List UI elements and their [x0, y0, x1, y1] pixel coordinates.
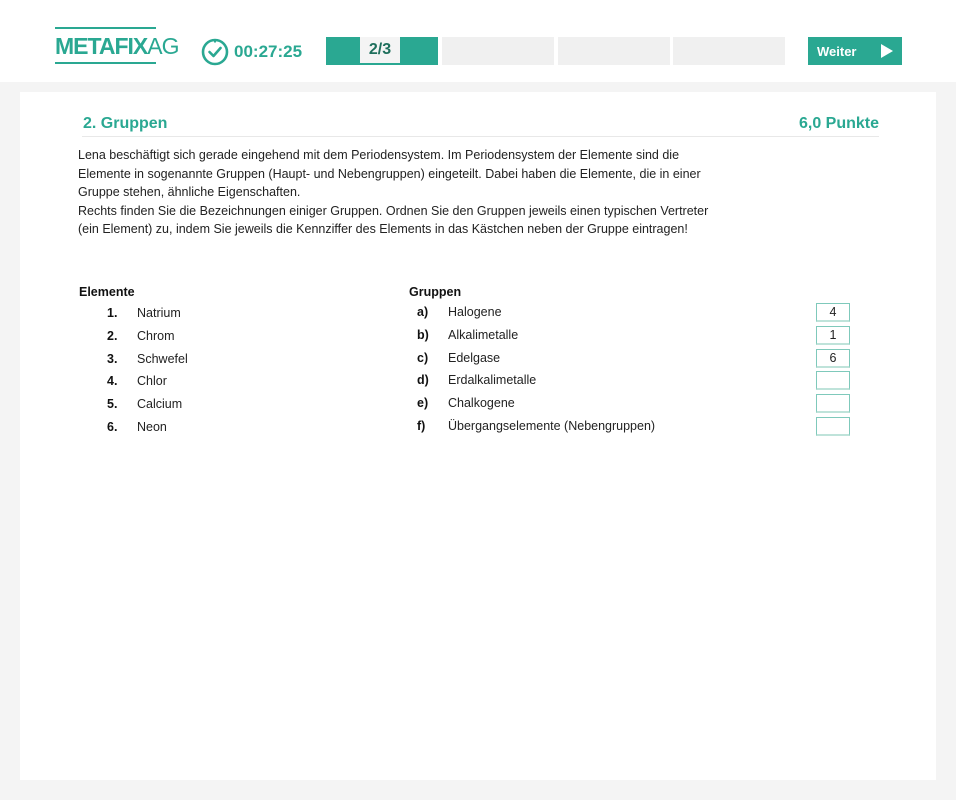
element-item [79, 302, 379, 325]
element-name: Calcium [137, 397, 183, 412]
play-icon [880, 43, 894, 59]
group-name: Übergangselemente (Nebengruppen) [448, 418, 656, 433]
question-title: 2. Gruppen [83, 115, 168, 132]
question-points: 6,0 Punkte [798, 115, 879, 132]
element-number: 3. [107, 351, 118, 366]
element-item [79, 370, 379, 393]
group-letter: f) [417, 418, 426, 433]
next-button-label: Weiter [817, 44, 857, 59]
answer-input-edelgase[interactable] [816, 349, 850, 368]
group-item [409, 369, 709, 392]
logo-name-bold: METAFIX [55, 33, 148, 59]
group-letter: c) [417, 350, 429, 365]
next-button[interactable] [808, 37, 902, 65]
progress-segment [442, 37, 554, 65]
progress-segment-current [326, 37, 438, 65]
element-name: Schwefel [137, 351, 188, 366]
group-name: Edelgase [448, 350, 501, 365]
group-letter: e) [417, 396, 429, 411]
logo-rule-top [55, 27, 156, 29]
element-item [79, 325, 379, 348]
element-name: Natrium [137, 306, 181, 320]
top-bar [0, 0, 956, 82]
answer-input-uebergangselemente[interactable] [816, 417, 850, 436]
element-item [79, 348, 379, 371]
element-name: Chrom [137, 328, 175, 343]
element-number: 6. [107, 419, 118, 434]
progress-segment [558, 37, 670, 65]
logo-name-light: AG [147, 33, 179, 59]
metafix-logo [55, 27, 179, 65]
group-letter: b) [417, 327, 429, 342]
intro-paragraph: Lena beschäftigt sich gerade eingehend mit dem Periodensystem. Im Periodensystem der Elemente sind die Elemente in sogenannte Gruppen (Haupt- und Nebengruppen) eingeteilt. Dabei haben die Elemente, die in einer Gruppe stehen, ähnliche Eigenschaften. [78, 148, 701, 200]
elements-list [79, 302, 379, 439]
clock-check-icon [200, 37, 230, 67]
groups-header: Gruppen [409, 285, 462, 299]
question-intro [78, 146, 728, 239]
group-name: Erdalkalimetalle [448, 373, 537, 388]
element-name: Chlor [137, 374, 167, 389]
progress-fill [326, 37, 360, 65]
groups-list [409, 301, 709, 438]
logo-text [55, 33, 179, 59]
group-item [409, 301, 709, 324]
question-heading [82, 114, 879, 137]
element-number: 2. [107, 328, 118, 343]
element-item [79, 393, 379, 416]
question-panel [20, 92, 936, 780]
group-item [409, 415, 709, 438]
element-item [79, 416, 379, 439]
progress-segment [673, 37, 785, 65]
group-item [409, 392, 709, 415]
group-name: Alkalimetalle [448, 327, 519, 342]
answer-input-alkalimetalle[interactable] [816, 326, 850, 345]
group-letter: d) [417, 373, 429, 388]
progress-fill-tail [400, 37, 438, 65]
group-letter: a) [417, 305, 429, 319]
group-name: Halogene [448, 305, 502, 319]
group-item [409, 324, 709, 347]
element-name: Neon [137, 419, 167, 434]
group-name: Chalkogene [448, 396, 515, 411]
answer-input-erdalkalimetalle[interactable] [816, 371, 850, 390]
element-number: 5. [107, 397, 118, 412]
progress-label: 2/3 [368, 41, 392, 58]
group-item [409, 347, 709, 370]
answer-input-chalkogene[interactable] [816, 394, 850, 413]
logo-rule-bottom [55, 62, 156, 64]
elements-header: Elemente [79, 285, 135, 299]
answer-input-halogene[interactable] [816, 303, 850, 322]
timer [200, 37, 302, 67]
element-number: 4. [107, 374, 118, 389]
timer-value: 00:27:25 [234, 42, 303, 61]
element-number: 1. [107, 306, 118, 320]
intro-paragraph: Rechts finden Sie die Bezeichnungen einiger Gruppen. Ordnen Sie den Gruppen jeweils einen typischen Vertreter (ein Element) zu, indem Sie jeweils die Kennziffer des Elements in das Kästchen neben der Gruppe eintragen! [78, 203, 709, 237]
